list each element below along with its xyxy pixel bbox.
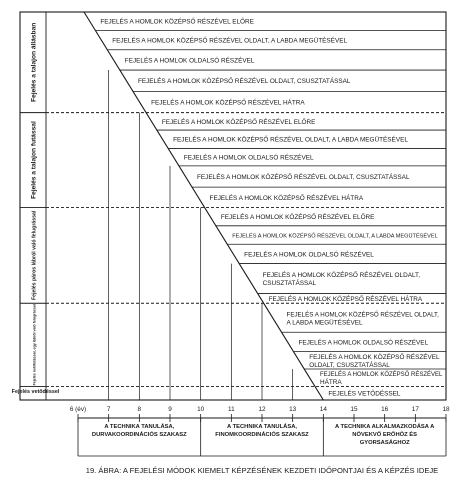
technique-label: FEJELÉS A HOMLOK KÖZÉPSŐ RÉSZÉVEL ELŐRE: [161, 118, 316, 126]
technique-label: FEJELÉS A HOMLOK KÖZÉPSŐ RÉSZÉVEL ELŐRE: [220, 214, 375, 222]
technique-label: FEJELÉS A HOMLOK KÖZÉPSŐ RÉSZÉVEL OLDALT, A LABDA MEGÜTÉSÉVEL: [232, 233, 438, 240]
category-label: Fejelés nekifutással, egy lábról való felugrással: [32, 304, 37, 386]
technique-label: A LABDA MEGÜTÉSÉVEL: [286, 319, 363, 327]
age-axis: [70, 406, 450, 456]
technique-label: HÁTRA: [319, 379, 342, 387]
phase-label: A TECHNIKA TANULÁSA,: [227, 424, 297, 430]
technique-label: FEJELÉS A HOMLOK KÖZÉPSŐ RÉSZÉVEL OLDALT,: [286, 311, 439, 319]
category-labels: [12, 23, 60, 395]
category-label: Fejelés a talajon állásban: [30, 22, 38, 102]
technique-label: FEJELÉS A HOMLOK KÖZÉPSŐ RÉSZÉVEL OLDALT, CSUSZTATÁSSAL: [197, 173, 410, 181]
axis-tick-label: 9: [168, 406, 172, 413]
axis-tick-label: 6 (év): [69, 406, 87, 413]
technique-label: FEJELÉS A HOMLOK KÖZÉPSŐ RÉSZÉVEL OLDALT, A LABDA MEGÜTÉSÉVEL: [112, 37, 348, 45]
figure-caption: 19. ÁBRA: A FEJELÉSI MÓDOK KIEMELT KÉPZÉSÉNEK KEZDETI IDŐPONTJAI ÉS A KÉPZÉS IDEJE: [85, 466, 439, 475]
phase-label: FINOMKOORDINÁCIÓS SZAKASZ: [215, 432, 309, 438]
axis-tick-label: 8: [137, 406, 142, 413]
technique-label: FEJELÉS A HOMLOK OLDALSÓ RÉSZÉVEL: [124, 57, 255, 65]
technique-label: FEJELÉS A HOMLOK OLDALSÓ RÉSZÉVEL: [244, 251, 374, 259]
technique-label: FEJELÉS A HOMLOK KÖZÉPSŐ RÉSZÉVEL OLDALT, CSUSZTATÁSSAL: [137, 78, 351, 86]
category-label: Fejelés vetődéssel: [11, 389, 60, 396]
phase-label: DURVAKOORDINÁCIÓS SZAKASZ: [91, 432, 187, 438]
phase-label: A TECHNIKA TANULÁSA,: [104, 424, 175, 430]
axis-tick-label: 17: [411, 406, 419, 413]
technique-label: OLDALT, CSUSZTATÁSSAL: [309, 361, 390, 369]
technique-label: FEJELÉS A HOMLOK KÖZÉPSŐ RÉSZÉVEL OLDALT,: [262, 272, 421, 280]
technique-label: FEJELÉS A HOMLOK OLDALSÓ RÉSZÉVEL: [298, 339, 429, 347]
technique-label: FEJELÉS A HOMLOK KÖZÉPSŐ RÉSZÉVEL: [309, 353, 440, 361]
technique-label: CSUSZTATÁSSAL: [262, 280, 317, 288]
axis-tick-label: 11: [228, 406, 235, 413]
technique-rows: [46, 17, 446, 398]
technique-label: FEJELÉS A HOMLOK OLDALSÓ RÉSZÉVEL: [183, 154, 314, 162]
phase-label: GYORSASÁGHOZ: [359, 440, 410, 446]
axis-tick-label: 13: [289, 406, 297, 413]
technique-label: FEJELÉS A HOMLOK KÖZÉPSŐ RÉSZÉVEL HÁTRA: [151, 99, 305, 107]
axis-tick-label: 18: [442, 406, 450, 413]
technique-label: FEJELÉS A HOMLOK KÖZÉPSŐ RÉSZÉVEL HÁTRA: [268, 295, 423, 303]
technique-label: FEJELÉS A HOMLOK KÖZÉPSŐ RÉSZÉVEL ELŐRE: [100, 18, 254, 26]
technique-label: FEJELÉS A HOMLOK KÖZÉPSŐ RÉSZÉVEL OLDALT, A LABDA MEGÜTÉSÉVEL: [173, 136, 408, 144]
phase-label: NÖVEKVŐ ERŐHÖZ ÉS: [352, 432, 418, 438]
axis-tick-label: 16: [381, 406, 389, 413]
technique-label: FEJELÉS A HOMLOK KÖZÉPSŐ RÉSZÉVEL HÁTRA: [209, 194, 364, 202]
category-label: Fejelés páros lábról való felugrással: [31, 210, 38, 301]
technique-label: FEJELÉS A HOMLOK KÖZÉPSŐ RÉSZÉVEL: [319, 372, 443, 379]
category-label: Fejelés a talajon futással: [30, 121, 38, 199]
phase-labels: [92, 423, 435, 446]
phase-label: A TECHNIKA ALKALMAZKODÁSA A: [334, 424, 435, 430]
axis-tick-label: 12: [258, 406, 266, 413]
axis-tick-label: 10: [197, 406, 205, 413]
axis-tick-label: 14: [319, 406, 327, 413]
axis-tick-label: 15: [350, 406, 358, 413]
axis-tick-label: 7: [106, 406, 111, 413]
technique-label: FEJELÉS VETŐDÉSSEL: [328, 390, 401, 398]
